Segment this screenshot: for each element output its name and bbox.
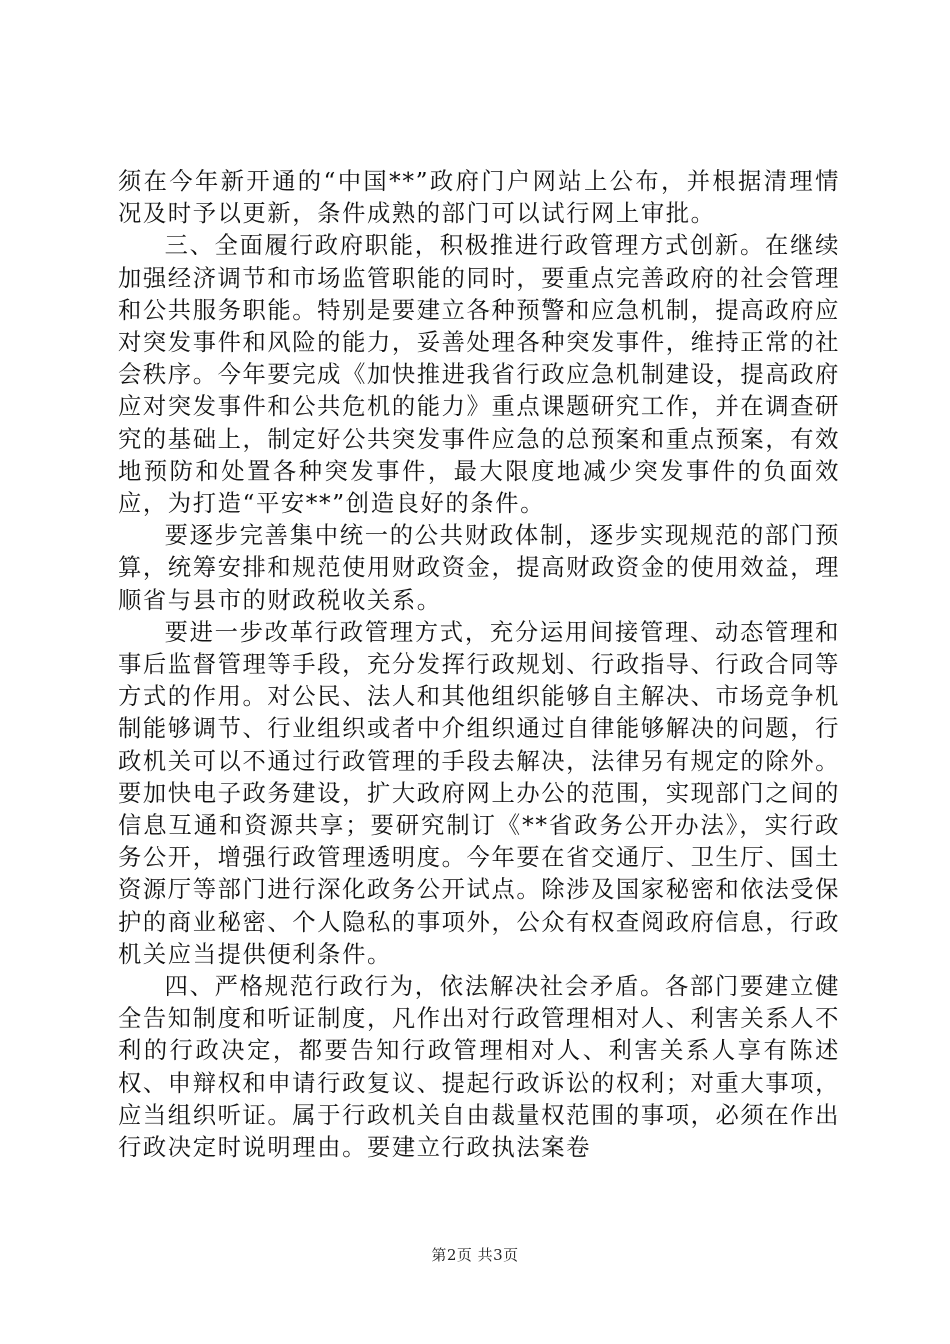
paragraph-5: 四、严格规范行政行为，依法解决社会矛盾。各部门要建立健全告知制度和听证制度，凡作出对行政管理相对人、利害关系人不利的行政决定，都要告知行政管理相对人、利害关系人享有陈述权、申辩权和申请行政复议、提起行政诉讼的权利；对重大事项，应当组织听证。属于行政机关自由裁量权范围的事项，必须在作出行政决定时说明理由。要建立行政执法案卷 xyxy=(118,973,841,1162)
paragraph-1: 须在今年新开通的“中国**”政府门户网站上公布，并根据清理情况及时予以更新，条件成熟的部门可以试行网上审批。 xyxy=(118,168,840,228)
paragraph-4: 要进一步改革行政管理方式，充分运用间接管理、动态管理和事后监督管理等手段，充分发挥行政规划、行政指导、行政合同等方式的作用。对公民、法人和其他组织能够自主解决、市场竞争机制能够调节、行业组织或者中介组织通过自律能够解决的问题，行政机关可以不通过行政管理的手段去解决，法律另有规定的除外。要加快电子政务建设，扩大政府网上办公的范围，实现部门之间的信息互通和资源共享；要研究制订《**省政务公开办法》，实行政务公开，增强行政管理透明度。今年要在省交通厅、卫生厅、国土资源厅等部门进行深化政务公开试点。除涉及国家秘密和依法受保护的商业秘密、个人隐私的事项外，公众有权查阅政府信息，行政机关应当提供便利条件。 xyxy=(118,618,841,968)
paragraph-2: 三、全面履行政府职能，积极推进行政管理方式创新。在继续加强经济调节和市场监管职能的同时，要重点完善政府的社会管理和公共服务职能。特别是要建立各种预警和应急机制，提高政府应对突发事件和风险的能力，妥善处理各种突发事件，维持正常的社会秩序。今年要完成《加快推进我省行政应急机制建设，提高政府应对突发事件和公共危机的能力》重点课题研究工作，并在调查研究的基础上，制定好公共突发事件应急的总预案和重点预案，有效地预防和处置各种突发事件，最大限度地减少突发事件的负面效应，为打造“平安**”创造良好的条件。 xyxy=(118,232,841,518)
page-footer: 第2页 共3页 xyxy=(431,1246,519,1264)
paragraph-3: 要逐步完善集中统一的公共财政体制，逐步实现规范的部门预算，统筹安排和规范使用财政资金，提高财政资金的使用效益，理顺省与县市的财政税收关系。 xyxy=(118,522,841,614)
body-text xyxy=(118,166,840,1164)
